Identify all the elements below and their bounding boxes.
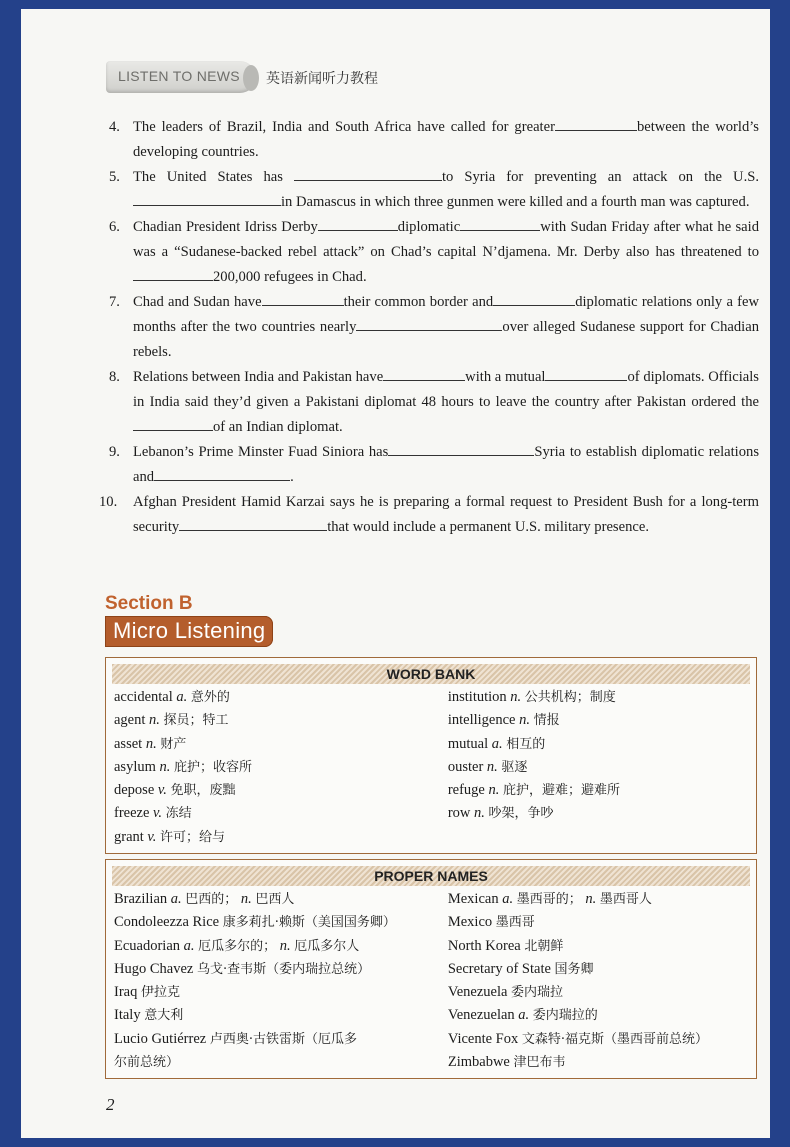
list-item: intelligence n. 情报: [447, 712, 560, 729]
answer-blank[interactable]: [179, 516, 327, 531]
proper-names-heading: PROPER NAMES: [112, 866, 750, 886]
answer-blank[interactable]: [460, 216, 540, 231]
list-item: accidental a. 意外的: [114, 689, 230, 705]
exercise-item-5: 5. The United States has to Syria for preventing an attack on the U.S. in Damascus in which three gunmen were killed and a fourth man was captured.: [109, 165, 759, 215]
answer-blank[interactable]: [383, 366, 465, 381]
page-number: 2: [106, 1095, 115, 1114]
list-item: depose v. 免职，废黜: [114, 782, 236, 799]
answer-blank[interactable]: [318, 216, 398, 231]
exercise-item-10: 10. Afghan President Hamid Karzai says he is preparing a formal request to President Bush for a long-term security that would include a permanent U.S. military presence.: [99, 494, 759, 535]
proper-names-box: [105, 859, 757, 1079]
word-bank-right-column: [448, 686, 750, 849]
page-header: [21, 9, 770, 129]
list-item: Secretary of State 国务卿: [447, 960, 594, 977]
answer-blank[interactable]: [356, 316, 502, 331]
list-item: Iraq 伊拉克: [114, 984, 180, 1001]
list-item: freeze v. 冻结: [114, 805, 192, 822]
section-heading: [105, 593, 273, 647]
exercise-item-6: 6. Chadian President Idriss Derby diplomatic with Sudan Friday after what he said was a “Sudanese-backed rebel attack” on Chad’s capital N’djamena. Mr. Derby also has threatened to200,000 refugees in Chad.: [109, 215, 759, 290]
answer-blank[interactable]: [294, 166, 442, 181]
word-bank-box: [105, 657, 757, 854]
answer-blank[interactable]: [545, 366, 627, 381]
answer-blank[interactable]: [555, 116, 637, 131]
series-tag-label: LISTEN TO NEWS: [118, 68, 240, 84]
answer-blank[interactable]: [493, 291, 575, 306]
list-item: asylum n. 庇护；收容所: [114, 758, 253, 775]
series-tag: [106, 61, 256, 93]
answer-blank[interactable]: [154, 466, 290, 481]
list-item: institution n. 公共机构；制度: [447, 689, 616, 705]
list-item: Mexico 墨西哥: [447, 914, 535, 931]
list-item: Hugo Chavez 乌戈·查韦斯（委内瑞拉总统）: [114, 960, 371, 977]
answer-blank[interactable]: [388, 441, 534, 456]
exercise-item-8: 8. Relations between India and Pakistan have with a mutual of diplomats. Officials in India said they’d given a Pakistani diplomat 48 hours to leave the country after Pakistan ordered theof an Indian diplomat.: [109, 365, 759, 440]
exercise-item-9: 9. Lebanon’s Prime Minster Fuad Siniora has Syria to establish diplomatic relations and .: [109, 440, 759, 490]
list-item: asset n. 财产: [114, 735, 187, 752]
list-item: Venezuela 委内瑞拉: [447, 984, 564, 1001]
list-item: row n. 吵架，争吵: [447, 805, 554, 822]
answer-blank[interactable]: [262, 291, 344, 306]
book-title: 英语新闻听力教程: [266, 71, 378, 87]
list-item: Ecuadorian a. 厄瓜多尔的； n. 厄瓜多尔人: [114, 937, 360, 954]
list-item: ouster n. 驱逐: [447, 758, 528, 775]
section-title: Micro Listening: [105, 616, 273, 647]
list-item: Zimbabwe 津巴布韦: [447, 1054, 566, 1071]
series-tag-cap: [243, 65, 259, 91]
list-item: Brazilian a. 巴西的； n. 巴西人: [114, 891, 295, 907]
list-item: North Korea 北朝鲜: [447, 937, 564, 954]
exercise-item-7: 7. Chad and Sudan have their common border and diplomatic relations only a few months after the two countries nearly over alleged Sudanese support for Chadian rebels.: [109, 290, 759, 365]
list-item: Mexican a. 墨西哥的； n. 墨西哥人: [447, 891, 652, 907]
answer-blank[interactable]: [133, 191, 281, 206]
list-item: Lucio Gutiérrez 卢西奥·古铁雷斯（厄瓜多 尔前总统）: [114, 1030, 357, 1071]
exercise-item-4: 4. The leaders of Brazil, India and South Africa have called for greater between the world’s developing countries.: [109, 115, 759, 165]
list-item: mutual a. 相互的: [447, 735, 546, 752]
section-label: Section B: [105, 593, 193, 614]
list-item: Condoleezza Rice 康多莉扎·赖斯（美国国务卿）: [114, 914, 396, 931]
answer-blank[interactable]: [133, 266, 213, 281]
list-item: Vicente Fox 文森特·福克斯（墨西哥前总统）: [447, 1030, 709, 1047]
list-item: refuge n. 庇护，避难；避难所: [447, 782, 621, 799]
list-item: agent n. 探员；特工: [114, 712, 229, 729]
answer-blank[interactable]: [133, 416, 213, 431]
list-item: Italy 意大利: [114, 1007, 184, 1024]
list-item: Venezuelan a. 委内瑞拉的: [447, 1007, 598, 1024]
word-bank-heading: WORD BANK: [112, 664, 750, 684]
proper-names-left-column: [114, 888, 448, 1074]
proper-names-right-column: [448, 888, 750, 1074]
word-bank-left-column: [114, 686, 448, 849]
textbook-page: [21, 9, 770, 1138]
list-item: grant v. 许可；给与: [114, 828, 226, 845]
exercise-list: [99, 115, 760, 540]
